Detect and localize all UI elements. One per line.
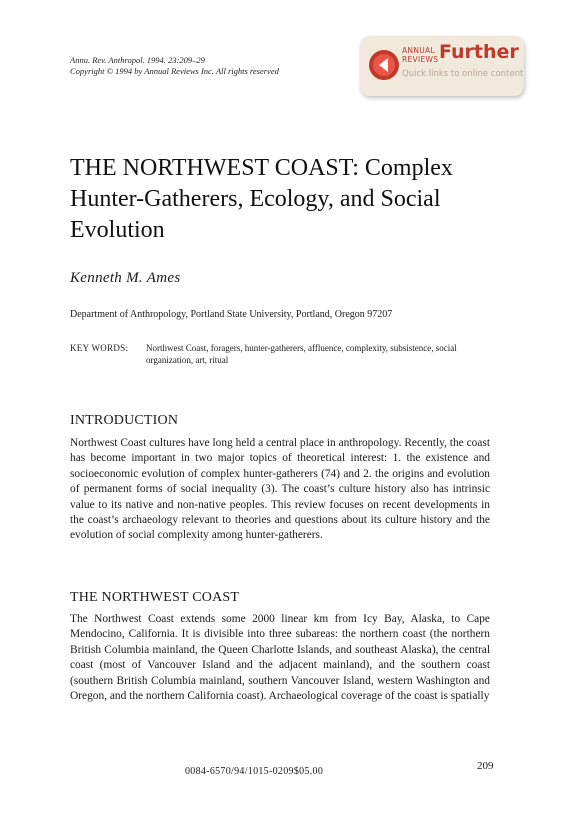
section-body-northwest-coast: The Northwest Coast extends some 2000 linear km from Icy Bay, Alaska, to Cape Mendocino, California. It is divisible into three subareas: the northern coast (the northern British Columbia mainland, the Queen Charlotte Islands, and southeast Alaska), the central coast (most of Vancouver Island and the adjacent mainland), and the southern coast (southern British Columbia mainland, southern Vancouver Island, western Washington and Oregon, and the northern California coast). Archaeological coverage of the coast is spatially (70, 613, 490, 703)
annual-reviews-further-banner[interactable] (360, 36, 524, 96)
author-affiliation: Department of Anthropology, Portland State University, Portland, Oregon 97207 (70, 309, 393, 320)
banner-publisher (402, 47, 438, 64)
banner-subtitle: Quick links to online content (402, 69, 524, 79)
article-title: THE NORTHWEST COAST: Complex Hunter-Gatherers, Ecology, and Social Evolution (70, 155, 453, 243)
footer-price-code: 0084-6570/94/1015-0209$05.00 (185, 766, 324, 777)
keywords-text: Northwest Coast, foragers, hunter-gatherers, affluence, complexity, subsistence, social organization, art, ritual (146, 343, 457, 365)
author-name: Kenneth M. Ames (70, 270, 181, 286)
citation-copyright: Copyright © 1994 by Annual Reviews Inc. All rights reserved (70, 66, 279, 76)
banner-reviews-label: REVIEWS (402, 54, 439, 64)
keywords-label: KEY WORDS: (70, 343, 129, 353)
left-arrow-icon (368, 49, 400, 81)
section-body-introduction: Northwest Coast cultures have long held a central place in anthropology. Recently, the coast has become important in two major topics of theoretical interest: 1. the existence and socioeconomic evolution of complex hunter-gatherers (74) and 2. the origins and evolution of permanent forms of social inequality (3). The coast’s culture history also has intrinsic value to its native and non-native peoples. This review focuses on recent developments in the coast’s archaeology relevant to theories and questions about its culture history and the evolution of social complexity among hunter-gatherers. (70, 437, 490, 542)
section-heading-northwest-coast: THE NORTHWEST COAST (70, 590, 240, 605)
citation-block (70, 55, 279, 77)
page-number: 209 (477, 760, 494, 772)
citation-journal: Annu. Rev. Anthropol. 1994. 23:209–29 (70, 55, 205, 65)
section-heading-introduction: INTRODUCTION (70, 413, 179, 428)
banner-further-label: Further (439, 41, 519, 63)
banner-annual-label: ANNUAL (402, 46, 435, 55)
